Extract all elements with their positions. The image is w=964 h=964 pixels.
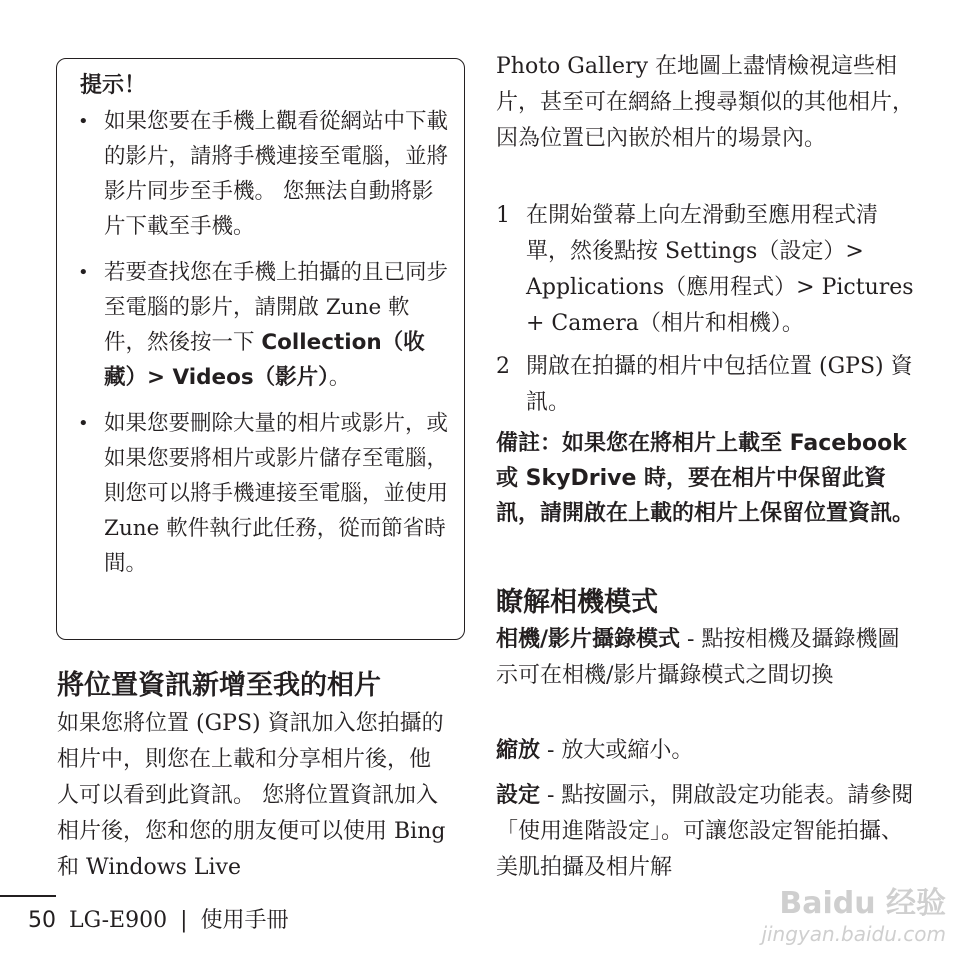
section-heading-camera-modes: 瞭解相機模式: [496, 587, 658, 618]
watermark-logo: Baidu 经验: [779, 886, 946, 921]
mode-description: - 點按相機及攝錄機圖示可在相機/影片攝錄模式之間切換: [496, 627, 900, 688]
note-paragraph: 備註：如果您在將相片上載至 Facebook 或 SkyDrive 時，要在相片中保留此資訊，請開啟在上載的相片上保留位置資訊。: [496, 431, 915, 526]
step-item: [496, 349, 916, 421]
steps-list: [496, 198, 916, 428]
page-number: 50: [28, 908, 56, 933]
bullet-icon: •: [78, 413, 89, 434]
tip-item-text-end: 。: [328, 365, 351, 390]
page-footer: [28, 903, 289, 934]
mode-description: - 點按圖示，開啟設定功能表。請參閱「使用進階設定」。可讓您設定智能拍攝、美肌拍攝及相片解: [496, 783, 914, 880]
footer-rule: [0, 895, 56, 897]
section-paragraph-location: 如果您將位置 (GPS) 資訊加入您拍攝的相片中，則您在上載和分享相片後，他人可以看到此資訊。 您將位置資訊加入相片後，您和您的朋友便可以使用 Bing 和 Windows Live: [57, 711, 446, 880]
mode-term: 縮放: [496, 738, 541, 763]
step-text: 開啟在拍攝的相片中包括位置 (GPS) 資訊。: [526, 354, 913, 415]
footer-separator: |: [180, 908, 188, 933]
bullet-icon: •: [78, 111, 89, 132]
tip-title: 提示！: [80, 73, 147, 98]
mode-item: [496, 622, 916, 694]
mode-item: [496, 778, 916, 886]
step-text: 在開始螢幕上向左滑動至應用程式清單，然後點按 Settings（設定）> Applications（應用程式）> Pictures + Camera（相片和相機）。: [526, 203, 914, 336]
intro-paragraph: Photo Gallery 在地圖上盡情檢視這些相片，甚至可在網絡上搜尋類似的其他相片，因為位置已內嵌於相片的場景內。: [496, 54, 915, 151]
tip-item: [78, 406, 450, 581]
step-number: 2: [496, 354, 510, 379]
tip-list: [78, 104, 450, 592]
tip-item-text: 若要查找您在手機上拍攝的且已同步至電腦的影片，請開啟 Zune 軟件，然後按一下: [104, 260, 449, 355]
mode-item: [496, 733, 916, 769]
watermark: [761, 878, 946, 946]
mode-term: 相機/影片攝錄模式: [496, 627, 681, 652]
mode-description: - 放大或縮小。: [540, 738, 694, 763]
tip-item-text: 如果您要刪除大量的相片或影片，或如果您要將相片或影片儲存至電腦，則您可以將手機連接至電腦，並使用 Zune 軟件執行此任務，從而節省時間。: [104, 411, 449, 576]
tip-item: [78, 104, 450, 244]
bullet-icon: •: [78, 262, 89, 283]
step-item: [496, 198, 916, 342]
tip-item-menu-path: Collection（收藏）> Videos（影片）: [104, 330, 425, 390]
model-name: LG-E900: [69, 908, 168, 933]
watermark-url: jingyan.baidu.com: [761, 922, 946, 946]
section-heading-location: 將位置資訊新增至我的相片: [57, 670, 381, 701]
tip-item: [78, 255, 450, 395]
manual-title: 使用手冊: [200, 908, 289, 933]
step-number: 1: [496, 203, 510, 228]
tip-item-text: 如果您要在手機上觀看從網站中下載的影片，請將手機連接至電腦，並將影片同步至手機。 您無法自動將影片下載至手機。: [104, 109, 449, 239]
mode-term: 設定: [496, 783, 541, 808]
